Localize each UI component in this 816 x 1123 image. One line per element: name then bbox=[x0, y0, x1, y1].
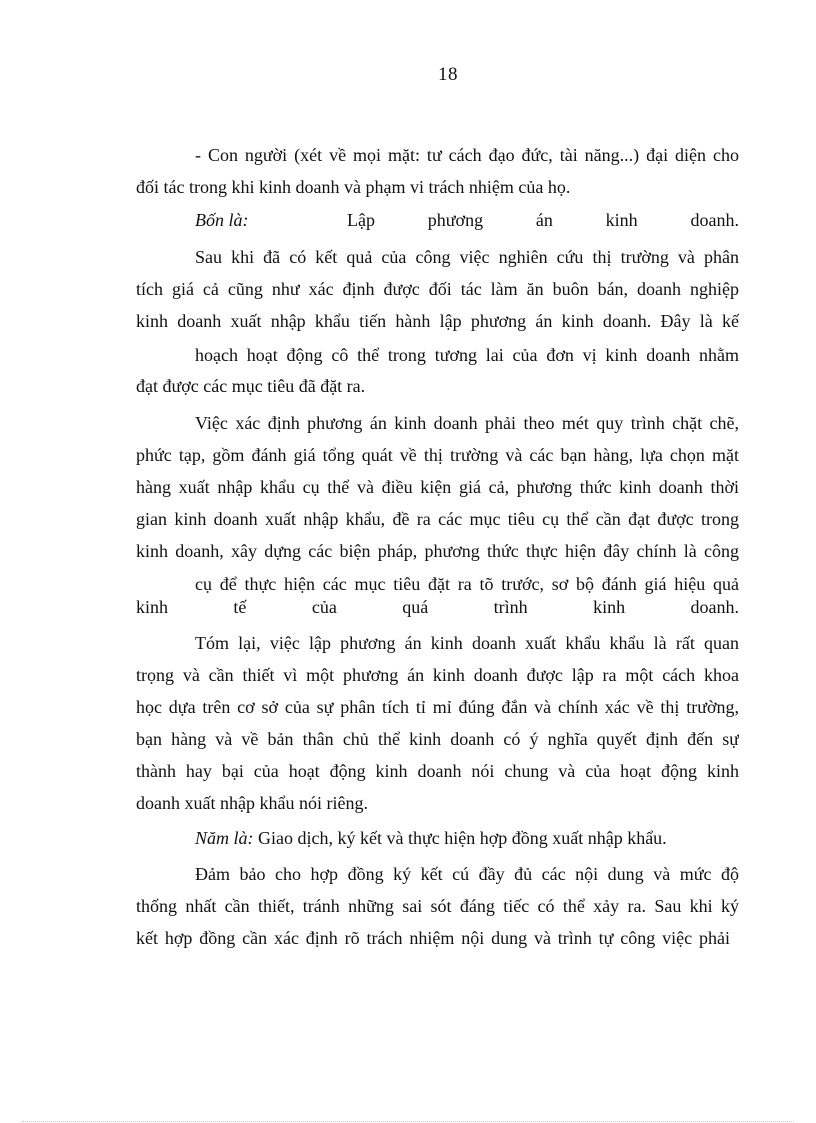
text-line-25: kết hợp đồng cần xác định rõ trách nhiệm nội dung và trình tự công việc phải bbox=[136, 928, 730, 948]
text-line-7: hoạch hoạt động cô thể trong tương lai của đơn vị kinh doanh nhằm bbox=[195, 345, 739, 365]
text-line-15: kinh tế của quá trình kinh doanh. bbox=[136, 597, 739, 617]
section-heading-nam-la bbox=[195, 826, 667, 850]
text-line-1: - Con người (xét về mọi mặt: tư cách đạo đức, tài năng...) đại diện cho bbox=[195, 145, 739, 165]
text-line-21: doanh xuất nhập khẩu nói riêng. bbox=[136, 793, 368, 813]
text-line-12: gian kinh doanh xuất nhập khẩu, đề ra các mục tiêu cụ thể cần đạt được trong bbox=[136, 509, 739, 529]
section-heading-text: Giao dịch, ký kết và thực hiện hợp đồng xuất nhập khẩu. bbox=[253, 828, 667, 848]
text-line-18: học dựa trên cơ sở của sự phân tích tỉ mỉ đúng đắn và chính xác về thị trường, bbox=[136, 697, 739, 717]
text-line-14: cụ để thực hiện các mục tiêu đặt ra tõ trước, sơ bộ đánh giá hiệu quả bbox=[195, 574, 739, 594]
text-line-2: đối tác trong khi kinh doanh và phạm vi trách nhiệm của họ. bbox=[136, 177, 571, 197]
text-line-9: Việc xác định phương án kinh doanh phải theo mét quy trình chặt chẽ, bbox=[195, 413, 739, 433]
section-label-text: Năm là: bbox=[195, 828, 254, 848]
text-line-6: kinh doanh xuất nhập khẩu tiến hành lập phương án kinh doanh. Đây là kế bbox=[136, 311, 739, 331]
section-label-text: Bốn là: bbox=[195, 210, 249, 230]
text-line-16: Tóm lại, việc lập phương án kinh doanh xuất khẩu khẩu là rất quan bbox=[195, 633, 739, 653]
text-line-13: kinh doanh, xây dựng các biện pháp, phương thức thực hiện đây chính là công bbox=[136, 541, 739, 561]
section-heading-text: Lập phương án kinh doanh. bbox=[347, 210, 739, 230]
text-line-23: Đảm bảo cho hợp đồng ký kết cú đầy đủ các nội dung và mức độ bbox=[195, 864, 739, 884]
text-line-19: bạn hàng và về bản thân chủ thể kinh doanh có ý nghĩa quyết định đến sự bbox=[136, 729, 739, 749]
text-line-11: hàng xuất nhập khẩu cụ thể và điều kiện giá cả, phương thức kinh doanh thời bbox=[136, 477, 739, 497]
text-line-10: phức tạp, gồm đánh giá tổng quát về thị trường và các bạn hàng, lựa chọn mặt bbox=[136, 445, 739, 465]
section-label-bon-la bbox=[195, 208, 249, 232]
text-line-20: thành hay bại của hoạt động kinh doanh nói chung và của hoạt động kinh bbox=[136, 761, 739, 781]
text-line-5: tích giá cả cũng như xác định được đối tác làm ăn buôn bán, doanh nghiệp bbox=[136, 279, 739, 299]
text-line-8: đạt được các mục tiêu đã đặt ra. bbox=[136, 376, 366, 396]
page-number: 18 bbox=[438, 64, 458, 85]
page-bottom-rule bbox=[22, 1121, 794, 1122]
text-line-4: Sau khi đã có kết quả của công việc nghiên cứu thị trường và phân bbox=[195, 247, 739, 267]
text-line-24: thống nhất cần thiết, tránh những sai sót đáng tiếc có thể xảy ra. Sau khi ký bbox=[136, 896, 739, 916]
text-line-17: trọng và cần thiết vì một phương án kinh doanh được lập ra một cách khoa bbox=[136, 665, 739, 685]
